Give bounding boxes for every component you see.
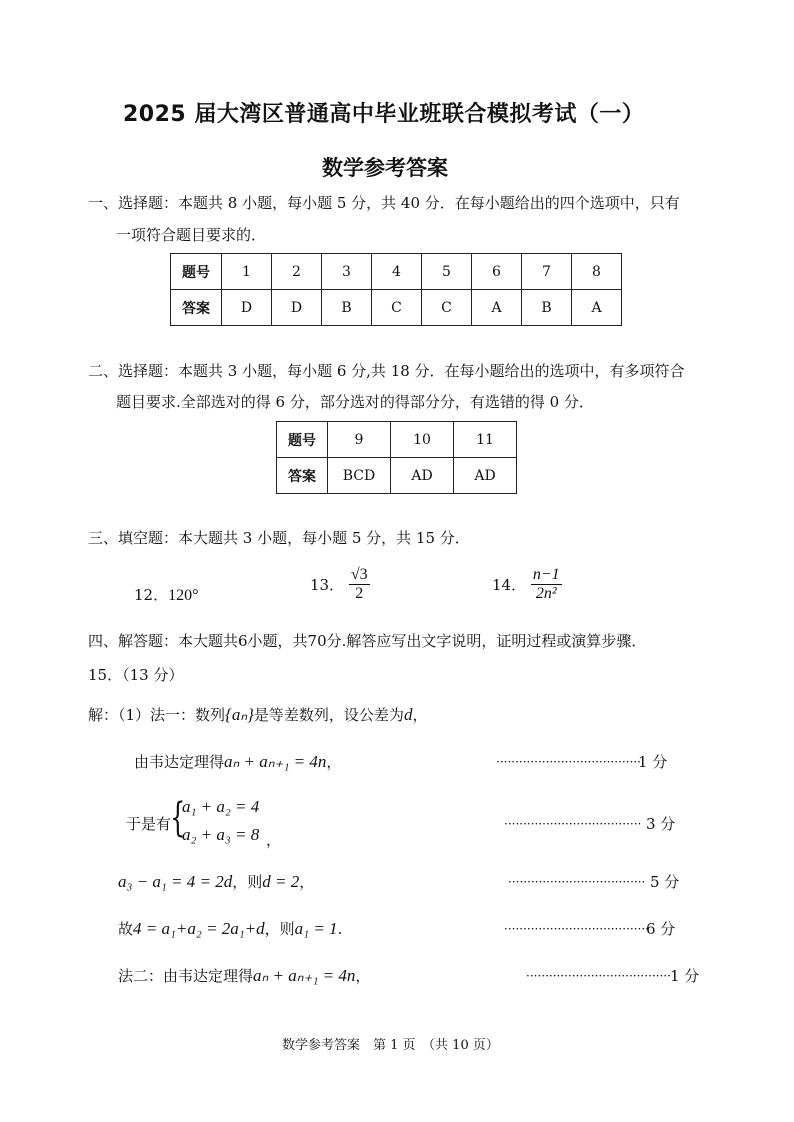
answer-cell: D [272, 290, 322, 326]
step4-end: . [337, 920, 343, 938]
step4-text: 故 [118, 920, 134, 938]
solution-intro-rest: 是等差数列，设公差为 [253, 706, 404, 724]
alt-method-end: ， [355, 967, 371, 985]
common-difference-symbol: d [403, 705, 413, 724]
step4-score: 6 分 [646, 920, 676, 938]
step1-equation: aₙ + aₙ₊₁ = 4n [224, 752, 327, 771]
table-header-label: 题号 [171, 254, 222, 290]
q13-denominator: 2 [355, 585, 364, 602]
sequence-symbol: {aₙ} [225, 705, 254, 724]
question-number: 8 [572, 254, 622, 290]
section4-instructions: 四、解答题：本大题共6小题，共70分.解答应写出文字说明，证明过程或演算步骤． [88, 632, 647, 650]
step3-line [118, 871, 314, 892]
step4-mid: ，则 [264, 920, 295, 938]
exam-title: 2025 届大湾区普通高中毕业班联合模拟考试（一） [123, 102, 645, 127]
section1-instructions-line2: 一项符合题目要求的． [116, 226, 267, 244]
step1-line [134, 751, 341, 772]
section2-answer-table [276, 421, 517, 494]
table-row [277, 458, 517, 494]
leader-dots: ······································ [496, 755, 641, 769]
answer-cell: D [222, 290, 272, 326]
page-subtitle: 数学参考答案 [322, 156, 448, 180]
alt-method-equation: aₙ + aₙ₊₁ = 4n [253, 966, 356, 985]
q13-label: 13． [310, 576, 345, 594]
alt-method-text: 法二：由韦达定理得 [118, 967, 254, 985]
section1-answer-table [170, 253, 622, 326]
answer-cell: A [472, 290, 522, 326]
step3-end: ， [299, 873, 315, 891]
q14-numerator: n−1 [532, 566, 560, 583]
q12-label: 12． [134, 586, 169, 604]
section3-instructions: 三、填空题：本大题共 3 小题，每小题 5 分，共 15 分． [88, 529, 470, 547]
step2-equation-1: a₁ + a₂ = 4 [182, 797, 260, 816]
table-answer-label: 答案 [277, 458, 328, 494]
answer-cell: C [422, 290, 472, 326]
step2-equation-2: a₂ + a₃ = 8 [182, 825, 260, 844]
answer-cell: BCD [328, 458, 391, 494]
q12-value: 120° [168, 587, 199, 604]
step1-end: ， [326, 753, 342, 771]
question-number: 1 [222, 254, 272, 290]
q15-header: 15．（13 分） [88, 666, 184, 684]
leader-dots: ···································· [508, 875, 646, 889]
q13-numerator: √3 [350, 566, 368, 583]
alt-method-line [118, 965, 370, 986]
step1-text: 由韦达定理得 [134, 753, 225, 771]
step3-score: 5 分 [650, 873, 680, 891]
step3-mid: ，则 [232, 873, 263, 891]
step1-score: 1 分 [638, 753, 668, 771]
section2-instructions-line2: 题目要求.全部选对的得 6 分，部分选对的得部分分，有选错的得 0 分． [116, 393, 594, 411]
question-number: 3 [322, 254, 372, 290]
q14-answer [492, 566, 562, 603]
step2-text: 于是有 [126, 815, 172, 833]
section2-instructions-line1: 二、选择题：本题共 3 小题，每小题 6 分,共 18 分．在每小题给出的选项中，有多项符合 [88, 362, 685, 380]
alt-method-score: 1 分 [670, 967, 700, 985]
step4-line [118, 918, 342, 939]
section1-instructions-line1: 一、选择题：本题共 8 小题，每小题 5 分，共 40 分．在每小题给出的四个选项中，只有 [88, 194, 680, 212]
page-footer: 数学参考答案 第 1 页 （共 10 页） [282, 1038, 499, 1053]
leader-dots: ···································· [504, 817, 642, 831]
q13-fraction [349, 566, 370, 603]
answer-cell: AD [391, 458, 454, 494]
step4-equation: 4 = a₁+a₂ = 2a₁+d [133, 919, 265, 938]
step4-equation-2: a₁ = 1 [294, 919, 338, 938]
question-number: 7 [522, 254, 572, 290]
step2-score: 3 分 [646, 815, 676, 833]
answer-cell: C [372, 290, 422, 326]
answer-cell: A [572, 290, 622, 326]
table-header-label: 题号 [277, 422, 328, 458]
question-number: 11 [454, 422, 517, 458]
table-row [277, 422, 517, 458]
q12-answer [134, 584, 199, 605]
solution-intro-end: ， [412, 706, 428, 724]
q14-label: 14． [492, 576, 527, 594]
answer-cell: B [522, 290, 572, 326]
table-row [171, 254, 622, 290]
table-answer-label: 答案 [171, 290, 222, 326]
step2-end: ， [266, 831, 282, 849]
q13-answer [310, 566, 370, 603]
answer-cell: AD [454, 458, 517, 494]
question-number: 4 [372, 254, 422, 290]
system-brace: { [170, 795, 186, 841]
q14-denominator: 2n² [535, 585, 557, 602]
question-number: 10 [391, 422, 454, 458]
answer-cell: B [322, 290, 372, 326]
table-row [171, 290, 622, 326]
question-number: 2 [272, 254, 322, 290]
q14-fraction [531, 566, 562, 603]
question-number: 6 [472, 254, 522, 290]
solution-intro-text: 解：（1）法一：数列 [88, 706, 226, 724]
step3-equation: a₃ − a₁ = 4 = 2d [118, 872, 233, 891]
leader-dots: ······································ [504, 922, 649, 936]
step3-equation-2: d = 2 [262, 872, 300, 891]
leader-dots: ······································ [526, 969, 671, 983]
question-number: 9 [328, 422, 391, 458]
question-number: 5 [422, 254, 472, 290]
solution-intro [88, 704, 427, 725]
